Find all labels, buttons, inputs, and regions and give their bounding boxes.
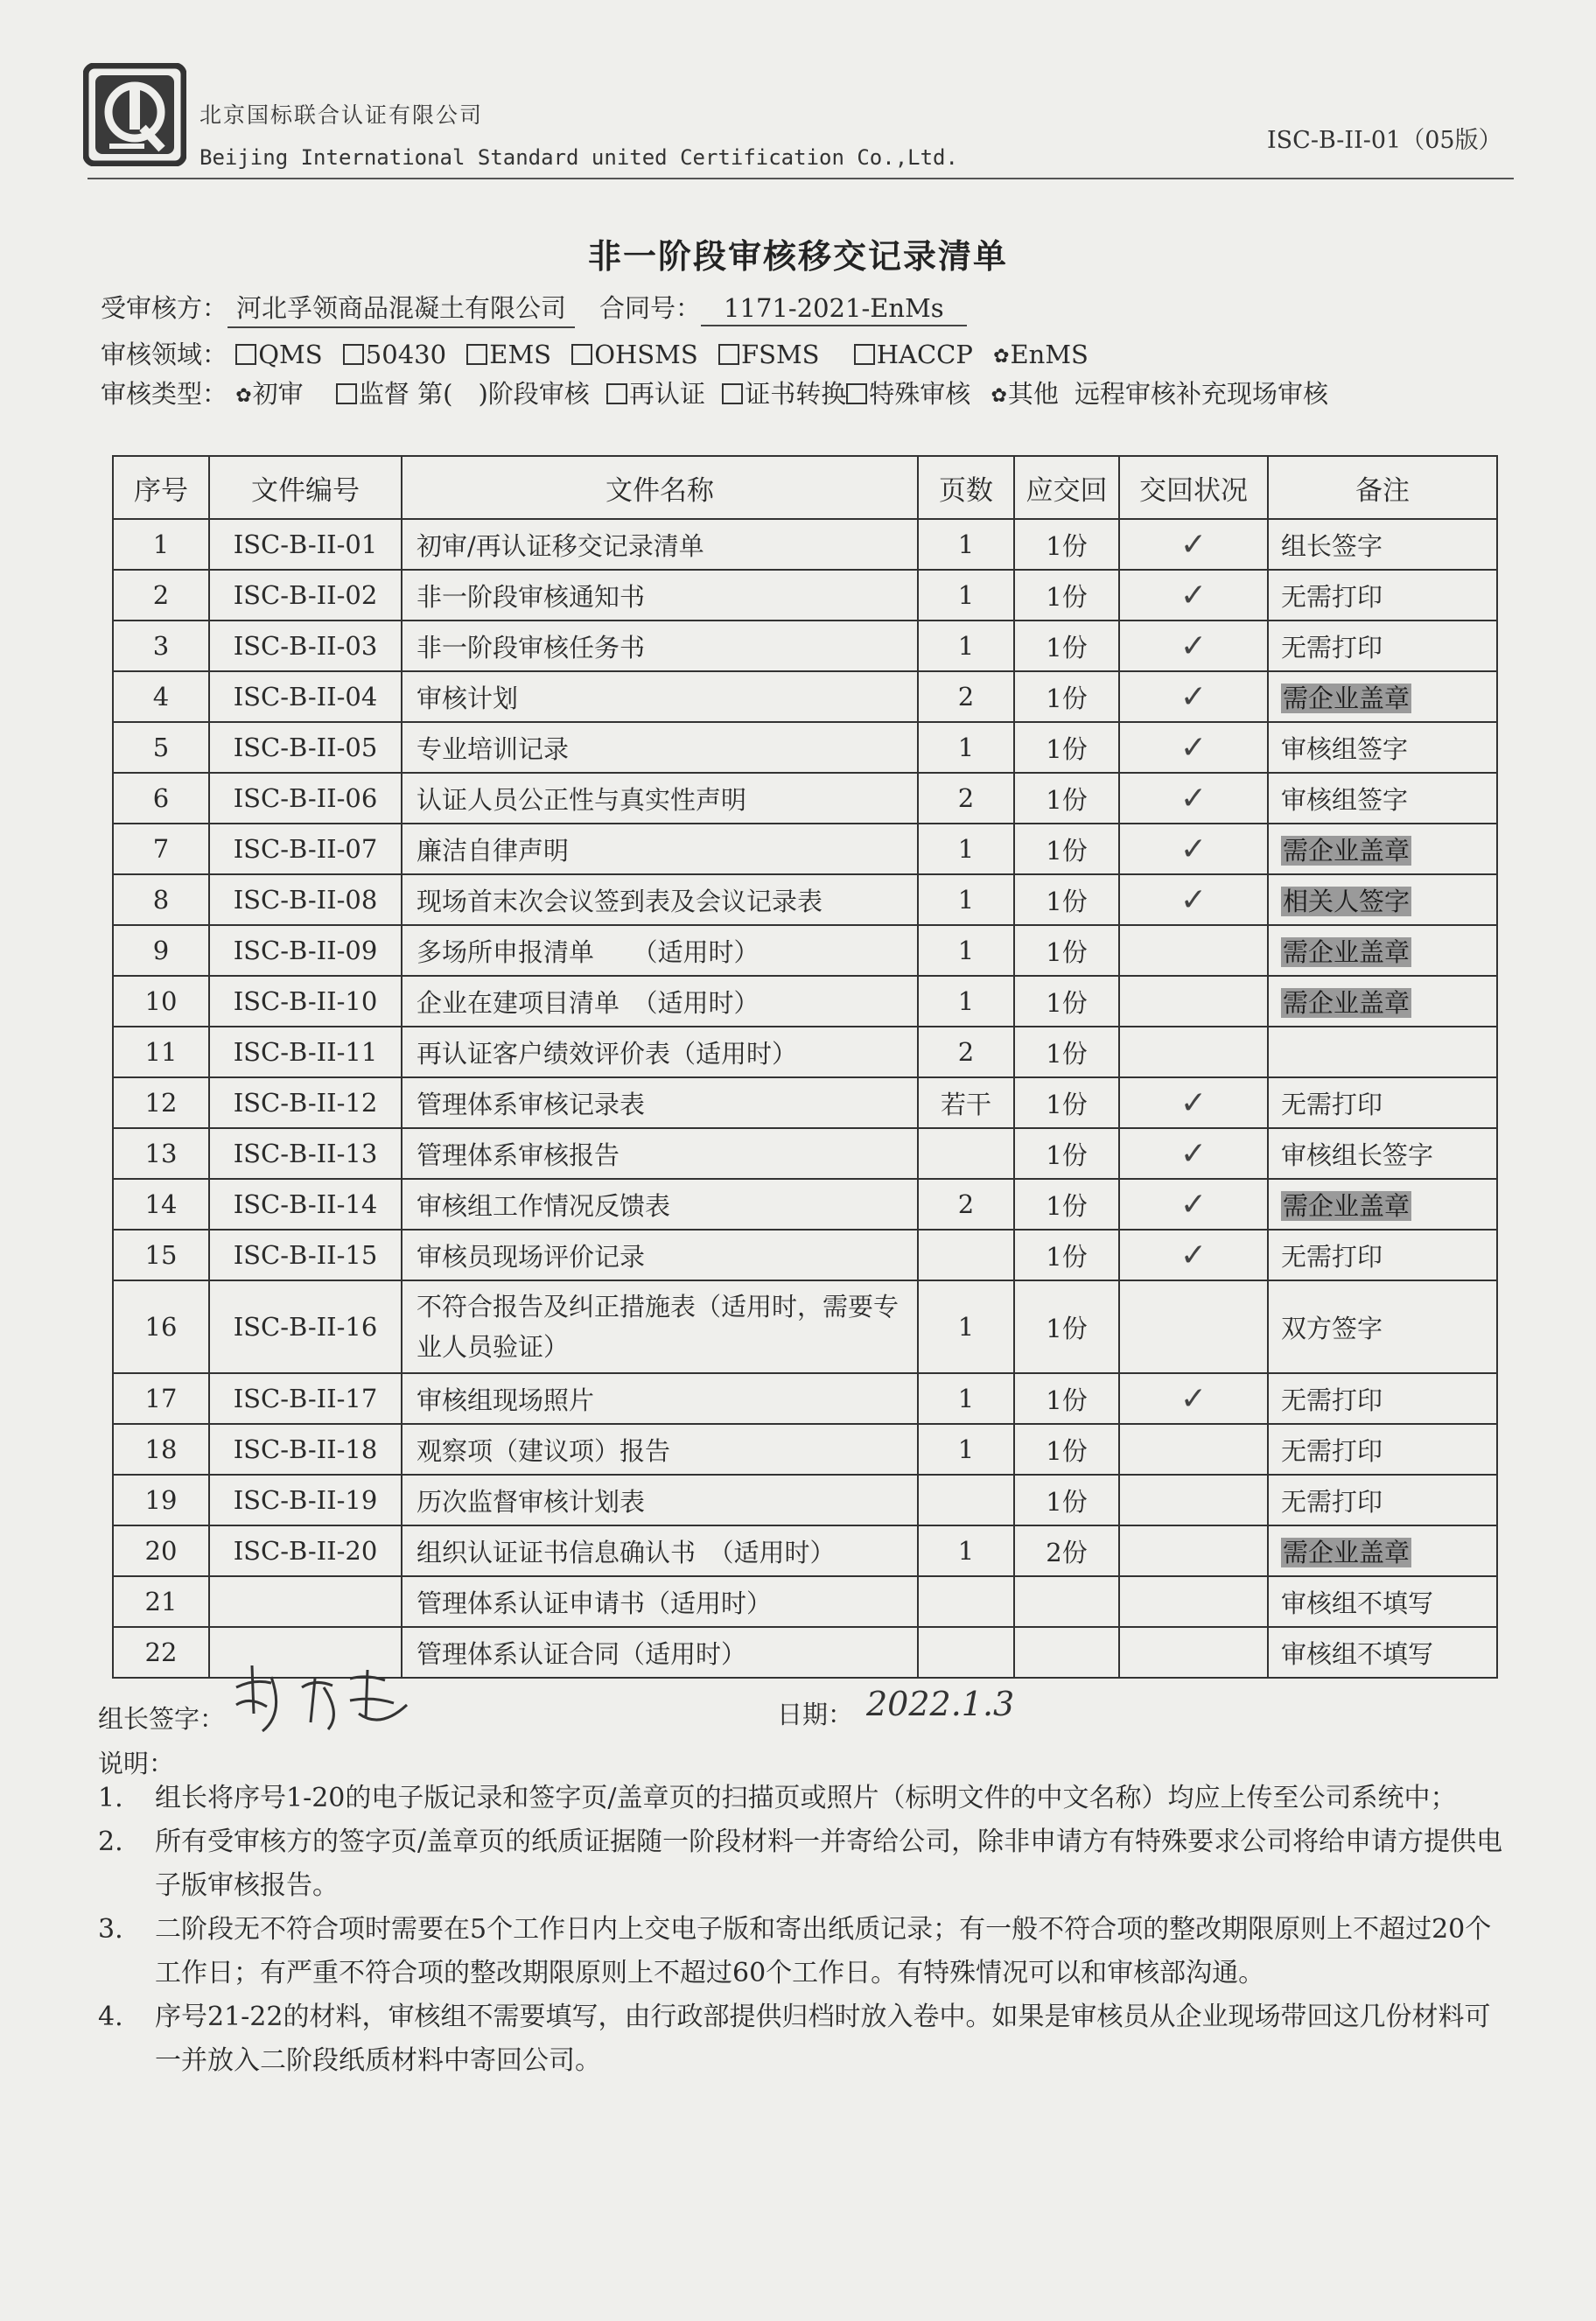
type-initial: 初审 bbox=[252, 379, 304, 409]
row-status bbox=[1119, 570, 1268, 621]
table-row bbox=[113, 1179, 1497, 1230]
table-row bbox=[113, 1280, 1497, 1373]
row-name: 廉洁自律声明 bbox=[402, 824, 918, 874]
check-mark-icon: ✓ bbox=[1180, 678, 1208, 715]
row-remark: 双方签字 bbox=[1268, 1280, 1497, 1373]
row-no: 19 bbox=[113, 1475, 209, 1525]
check-mark-icon: ✓ bbox=[1180, 1237, 1208, 1273]
row-code: ISC-B-II-12 bbox=[209, 1077, 402, 1128]
row-status bbox=[1119, 773, 1268, 824]
row-copies: 1份 bbox=[1014, 773, 1119, 824]
table-row bbox=[113, 1128, 1497, 1179]
row-copies: 1份 bbox=[1014, 874, 1119, 925]
date-label: 日期： bbox=[777, 1700, 854, 1729]
header-status: 交回状况 bbox=[1119, 456, 1268, 519]
row-status bbox=[1119, 1179, 1268, 1230]
selected-gear-icon[interactable]: ✿ bbox=[990, 385, 1007, 407]
row-copies: 1份 bbox=[1014, 976, 1119, 1027]
checkbox-recertification[interactable] bbox=[606, 383, 627, 404]
row-status bbox=[1119, 671, 1268, 722]
row-remark: 审核组不填写 bbox=[1268, 1576, 1497, 1627]
row-remark: 组长签字 bbox=[1268, 519, 1497, 570]
header-remark: 备注 bbox=[1268, 456, 1497, 519]
row-remark: 无需打印 bbox=[1268, 1475, 1497, 1525]
row-remark: 无需打印 bbox=[1268, 1424, 1497, 1475]
client-line bbox=[101, 289, 967, 328]
check-mark-icon: ✓ bbox=[1180, 628, 1208, 664]
highlighted-remark: 相关人签字 bbox=[1283, 886, 1410, 916]
header-copies: 应交回 bbox=[1014, 456, 1119, 519]
row-no: 6 bbox=[113, 773, 209, 824]
contract-number: 1171-2021-EnMs bbox=[701, 293, 967, 326]
row-remark bbox=[1268, 925, 1497, 976]
checkbox-50430[interactable] bbox=[343, 344, 364, 365]
row-copies: 1份 bbox=[1014, 671, 1119, 722]
company-name-cn: 北京国标联合认证有限公司 bbox=[200, 102, 484, 128]
row-copies: 2份 bbox=[1014, 1525, 1119, 1576]
document-code: ISC-B-II-01（05版） bbox=[1267, 127, 1502, 154]
row-no: 10 bbox=[113, 976, 209, 1027]
table-row bbox=[113, 1424, 1497, 1475]
row-name: 认证人员公正性与真实性声明 bbox=[402, 773, 918, 824]
row-name: 初审/再认证移交记录清单 bbox=[402, 519, 918, 570]
checkbox-fsms[interactable] bbox=[718, 344, 739, 365]
client-label: 受审核方： bbox=[101, 293, 228, 323]
row-no: 22 bbox=[113, 1627, 209, 1678]
row-name: 观察项（建议项）报告 bbox=[402, 1424, 918, 1475]
row-no: 3 bbox=[113, 621, 209, 671]
table-row bbox=[113, 773, 1497, 824]
highlighted-remark: 需企业盖章 bbox=[1283, 1537, 1410, 1567]
row-name: 历次监督审核计划表 bbox=[402, 1475, 918, 1525]
table-row bbox=[113, 1027, 1497, 1077]
type-recertification: 再认证 bbox=[629, 379, 706, 409]
table-row bbox=[113, 1373, 1497, 1424]
handwritten-signature bbox=[219, 1652, 420, 1740]
row-code: ISC-B-II-08 bbox=[209, 874, 402, 925]
row-code: ISC-B-II-06 bbox=[209, 773, 402, 824]
type-stage: 第( )阶段审核 bbox=[417, 379, 590, 409]
row-code: ISC-B-II-11 bbox=[209, 1027, 402, 1077]
row-no: 11 bbox=[113, 1027, 209, 1077]
row-no: 1 bbox=[113, 519, 209, 570]
contract-label: 合同号： bbox=[599, 293, 702, 323]
option-qms: QMS bbox=[258, 340, 323, 369]
row-pages: 1 bbox=[918, 621, 1014, 671]
row-status bbox=[1119, 1475, 1268, 1525]
page-title: 非一阶段审核移交记录清单 bbox=[587, 236, 1008, 276]
row-no: 8 bbox=[113, 874, 209, 925]
row-name: 组织认证证书信息确认书 （适用时） bbox=[402, 1525, 918, 1576]
row-pages: 1 bbox=[918, 1280, 1014, 1373]
note-item: 1. 组长将序号1-20的电子版记录和签字页/盖章页的扫描页或照片（标明文件的中文名称）均应上传至公司系统中； bbox=[98, 1783, 1457, 1813]
row-pages: 1 bbox=[918, 1525, 1014, 1576]
row-copies: 1份 bbox=[1014, 925, 1119, 976]
row-copies: 1份 bbox=[1014, 1128, 1119, 1179]
row-status bbox=[1119, 1627, 1268, 1678]
row-pages: 1 bbox=[918, 824, 1014, 874]
row-name: 审核组现场照片 bbox=[402, 1373, 918, 1424]
row-pages: 1 bbox=[918, 1424, 1014, 1475]
audit-type-line bbox=[101, 375, 1328, 410]
row-no: 5 bbox=[113, 722, 209, 773]
row-name: 管理体系认证合同（适用时） bbox=[402, 1627, 918, 1678]
row-remark: 无需打印 bbox=[1268, 621, 1497, 671]
row-code: ISC-B-II-05 bbox=[209, 722, 402, 773]
row-copies: 1份 bbox=[1014, 1475, 1119, 1525]
check-mark-icon: ✓ bbox=[1180, 1186, 1208, 1223]
row-status bbox=[1119, 1128, 1268, 1179]
type-other-text: 远程审核补充现场审核 bbox=[1074, 379, 1328, 409]
table-row bbox=[113, 1475, 1497, 1525]
audit-domain-label: 审核领域： bbox=[101, 340, 228, 369]
row-remark bbox=[1268, 824, 1497, 874]
row-status bbox=[1119, 1525, 1268, 1576]
row-name: 审核员现场评价记录 bbox=[402, 1230, 918, 1280]
row-copies bbox=[1014, 1576, 1119, 1627]
row-remark bbox=[1268, 671, 1497, 722]
row-pages: 1 bbox=[918, 519, 1014, 570]
row-copies: 1份 bbox=[1014, 1230, 1119, 1280]
row-name: 多场所申报清单 （适用时） bbox=[402, 925, 918, 976]
checkbox-transfer[interactable] bbox=[722, 383, 743, 404]
row-copies: 1份 bbox=[1014, 1077, 1119, 1128]
check-mark-icon: ✓ bbox=[1180, 1084, 1208, 1121]
row-no: 21 bbox=[113, 1576, 209, 1627]
row-status bbox=[1119, 874, 1268, 925]
table-row bbox=[113, 1077, 1497, 1128]
row-no: 14 bbox=[113, 1179, 209, 1230]
option-50430: 50430 bbox=[365, 340, 447, 369]
highlighted-remark: 需企业盖章 bbox=[1283, 1190, 1410, 1221]
row-no: 20 bbox=[113, 1525, 209, 1576]
header-no: 序号 bbox=[113, 456, 209, 519]
row-code: ISC-B-II-20 bbox=[209, 1525, 402, 1576]
row-status bbox=[1119, 1280, 1268, 1373]
check-mark-icon: ✓ bbox=[1180, 1380, 1208, 1417]
row-pages: 1 bbox=[918, 1373, 1014, 1424]
option-ohsms: OHSMS bbox=[594, 340, 698, 369]
note-item: 4. 序号21-22的材料，审核组不需要填写，由行政部提供归档时放入卷中。如果是审核员从企业现场带回这几份材料可一并放入二阶段纸质材料中寄回公司。 bbox=[98, 2002, 1491, 2076]
table-row bbox=[113, 671, 1497, 722]
option-fsms: FSMS bbox=[740, 340, 820, 369]
check-mark-icon: ✓ bbox=[1180, 1135, 1208, 1172]
row-code: ISC-B-II-19 bbox=[209, 1475, 402, 1525]
row-name: 非一阶段审核任务书 bbox=[402, 621, 918, 671]
company-logo-icon bbox=[83, 63, 186, 166]
row-remark: 无需打印 bbox=[1268, 1230, 1497, 1280]
row-copies: 1份 bbox=[1014, 824, 1119, 874]
selected-gear-icon[interactable]: ✿ bbox=[235, 385, 252, 407]
row-remark bbox=[1268, 874, 1497, 925]
row-name: 管理体系审核记录表 bbox=[402, 1077, 918, 1128]
row-copies: 1份 bbox=[1014, 621, 1119, 671]
row-pages bbox=[918, 1230, 1014, 1280]
client-name: 河北孚领商品混凝土有限公司 bbox=[228, 289, 575, 328]
note-item: 2. 所有受审核方的签字页/盖章页的纸质证据随一阶段材料一并寄给公司，除非申请方有特殊要求公司将给申请方提供电子版审核报告。 bbox=[98, 1827, 1503, 1901]
row-code: ISC-B-II-07 bbox=[209, 824, 402, 874]
row-code: ISC-B-II-17 bbox=[209, 1373, 402, 1424]
row-pages: 2 bbox=[918, 1027, 1014, 1077]
row-code: ISC-B-II-13 bbox=[209, 1128, 402, 1179]
row-name: 审核计划 bbox=[402, 671, 918, 722]
row-copies: 1份 bbox=[1014, 519, 1119, 570]
checkbox-haccp[interactable] bbox=[854, 344, 875, 365]
row-remark bbox=[1268, 976, 1497, 1027]
row-name: 管理体系认证申请书（适用时） bbox=[402, 1576, 918, 1627]
checkbox-ohsms[interactable] bbox=[571, 344, 592, 365]
header-divider bbox=[88, 178, 1514, 179]
row-no: 15 bbox=[113, 1230, 209, 1280]
checkbox-surveillance[interactable] bbox=[336, 383, 357, 404]
row-code: ISC-B-II-10 bbox=[209, 976, 402, 1027]
row-remark: 无需打印 bbox=[1268, 570, 1497, 621]
row-pages: 若干 bbox=[918, 1077, 1014, 1128]
check-mark-icon: ✓ bbox=[1180, 831, 1208, 867]
selected-gear-icon[interactable]: ✿ bbox=[993, 346, 1010, 368]
row-no: 9 bbox=[113, 925, 209, 976]
row-pages: 1 bbox=[918, 722, 1014, 773]
option-enms: EnMS bbox=[1010, 340, 1088, 369]
highlighted-remark: 需企业盖章 bbox=[1283, 936, 1410, 967]
row-name: 管理体系审核报告 bbox=[402, 1128, 918, 1179]
row-code: ISC-B-II-03 bbox=[209, 621, 402, 671]
date-value: 2022.1.3 bbox=[866, 1685, 1015, 1723]
row-status bbox=[1119, 722, 1268, 773]
row-remark bbox=[1268, 1027, 1497, 1077]
row-copies: 1份 bbox=[1014, 1373, 1119, 1424]
row-no: 4 bbox=[113, 671, 209, 722]
row-status bbox=[1119, 824, 1268, 874]
row-remark bbox=[1268, 1179, 1497, 1230]
option-haccp: HACCP bbox=[876, 340, 973, 369]
check-mark-icon: ✓ bbox=[1180, 526, 1208, 563]
row-code: ISC-B-II-16 bbox=[209, 1280, 402, 1373]
table-row bbox=[113, 519, 1497, 570]
row-code: ISC-B-II-18 bbox=[209, 1424, 402, 1475]
row-copies: 1份 bbox=[1014, 1179, 1119, 1230]
row-copies: 1份 bbox=[1014, 570, 1119, 621]
highlighted-remark: 需企业盖章 bbox=[1283, 835, 1410, 866]
row-remark: 审核组不填写 bbox=[1268, 1627, 1497, 1678]
row-no: 13 bbox=[113, 1128, 209, 1179]
note-item: 3. 二阶段无不符合项时需要在5个工作日内上交电子版和寄出纸质记录；有一般不符合项的整改期限原则上不超过20个工作日；有严重不符合项的整改期限原则上不超过60个工作日。有特殊情况可以和审核部沟通。 bbox=[98, 1914, 1492, 1988]
row-pages: 2 bbox=[918, 773, 1014, 824]
row-no: 12 bbox=[113, 1077, 209, 1128]
row-status bbox=[1119, 1230, 1268, 1280]
table-row bbox=[113, 1525, 1497, 1576]
row-pages: 1 bbox=[918, 976, 1014, 1027]
row-pages bbox=[918, 1128, 1014, 1179]
row-no: 17 bbox=[113, 1373, 209, 1424]
row-status bbox=[1119, 1027, 1268, 1077]
table-row bbox=[113, 824, 1497, 874]
row-code bbox=[209, 1576, 402, 1627]
row-copies bbox=[1014, 1627, 1119, 1678]
row-code: ISC-B-II-09 bbox=[209, 925, 402, 976]
row-code: ISC-B-II-01 bbox=[209, 519, 402, 570]
row-name: 非一阶段审核通知书 bbox=[402, 570, 918, 621]
row-status bbox=[1119, 519, 1268, 570]
row-name: 企业在建项目清单 （适用时） bbox=[402, 976, 918, 1027]
row-status bbox=[1119, 976, 1268, 1027]
leader-signature-label: 组长签字： bbox=[98, 1704, 226, 1734]
type-surveillance: 监督 bbox=[358, 379, 410, 409]
check-mark-icon: ✓ bbox=[1180, 577, 1208, 614]
row-copies: 1份 bbox=[1014, 1027, 1119, 1077]
check-mark-icon: ✓ bbox=[1180, 729, 1208, 766]
row-remark: 无需打印 bbox=[1268, 1077, 1497, 1128]
row-name: 专业培训记录 bbox=[402, 722, 918, 773]
row-pages bbox=[918, 1576, 1014, 1627]
row-name: 审核组工作情况反馈表 bbox=[402, 1179, 918, 1230]
row-name: 不符合报告及纠正措施表（适用时，需要专业人员验证） bbox=[402, 1280, 918, 1373]
row-pages bbox=[918, 1627, 1014, 1678]
table-row bbox=[113, 1230, 1497, 1280]
row-no: 16 bbox=[113, 1280, 209, 1373]
table-row bbox=[113, 570, 1497, 621]
highlighted-remark: 需企业盖章 bbox=[1283, 683, 1410, 713]
row-remark: 审核组长签字 bbox=[1268, 1128, 1497, 1179]
type-other: 其他 bbox=[1007, 379, 1059, 409]
row-code: ISC-B-II-02 bbox=[209, 570, 402, 621]
checkbox-special[interactable] bbox=[846, 383, 867, 404]
row-pages: 2 bbox=[918, 671, 1014, 722]
highlighted-remark: 需企业盖章 bbox=[1283, 987, 1410, 1018]
header-name: 文件名称 bbox=[402, 456, 918, 519]
option-ems: EMS bbox=[489, 340, 552, 369]
row-status bbox=[1119, 1424, 1268, 1475]
table-header-row bbox=[113, 456, 1497, 519]
check-mark-icon: ✓ bbox=[1180, 780, 1208, 817]
row-code: ISC-B-II-15 bbox=[209, 1230, 402, 1280]
checkbox-ems[interactable] bbox=[466, 344, 487, 365]
row-pages: 1 bbox=[918, 874, 1014, 925]
row-status bbox=[1119, 1077, 1268, 1128]
row-pages: 2 bbox=[918, 1179, 1014, 1230]
row-remark bbox=[1268, 1525, 1497, 1576]
table-row bbox=[113, 1576, 1497, 1627]
row-pages bbox=[918, 1475, 1014, 1525]
row-no: 7 bbox=[113, 824, 209, 874]
row-copies: 1份 bbox=[1014, 722, 1119, 773]
row-no: 18 bbox=[113, 1424, 209, 1475]
row-pages: 1 bbox=[918, 570, 1014, 621]
transfer-record-table bbox=[112, 455, 1498, 1679]
table-row bbox=[113, 976, 1497, 1027]
table-row bbox=[113, 621, 1497, 671]
header-pages: 页数 bbox=[918, 456, 1014, 519]
row-status bbox=[1119, 1576, 1268, 1627]
audit-domain-line bbox=[101, 335, 1088, 371]
row-code: ISC-B-II-04 bbox=[209, 671, 402, 722]
type-special: 特殊审核 bbox=[869, 379, 971, 409]
row-remark: 审核组签字 bbox=[1268, 722, 1497, 773]
row-pages: 1 bbox=[918, 925, 1014, 976]
row-copies: 1份 bbox=[1014, 1280, 1119, 1373]
row-remark: 审核组签字 bbox=[1268, 773, 1497, 824]
notes-list bbox=[98, 1777, 1516, 2083]
table-row bbox=[113, 925, 1497, 976]
row-code: ISC-B-II-14 bbox=[209, 1179, 402, 1230]
table-row bbox=[113, 874, 1497, 925]
type-transfer: 证书转换 bbox=[745, 379, 847, 409]
row-status bbox=[1119, 621, 1268, 671]
row-name: 再认证客户绩效评价表（适用时） bbox=[402, 1027, 918, 1077]
row-no: 2 bbox=[113, 570, 209, 621]
audit-type-label: 审核类型： bbox=[101, 379, 228, 409]
checkbox-qms[interactable] bbox=[235, 344, 256, 365]
notes-label: 说明： bbox=[98, 1749, 175, 1778]
header-code: 文件编号 bbox=[209, 456, 402, 519]
check-mark-icon: ✓ bbox=[1180, 881, 1208, 918]
row-name: 现场首末次会议签到表及会议记录表 bbox=[402, 874, 918, 925]
company-name-en: Beijing International Standard united Certification Co.,Ltd. bbox=[200, 145, 958, 170]
row-remark: 无需打印 bbox=[1268, 1373, 1497, 1424]
row-copies: 1份 bbox=[1014, 1424, 1119, 1475]
row-status bbox=[1119, 925, 1268, 976]
row-status bbox=[1119, 1373, 1268, 1424]
table-row bbox=[113, 722, 1497, 773]
